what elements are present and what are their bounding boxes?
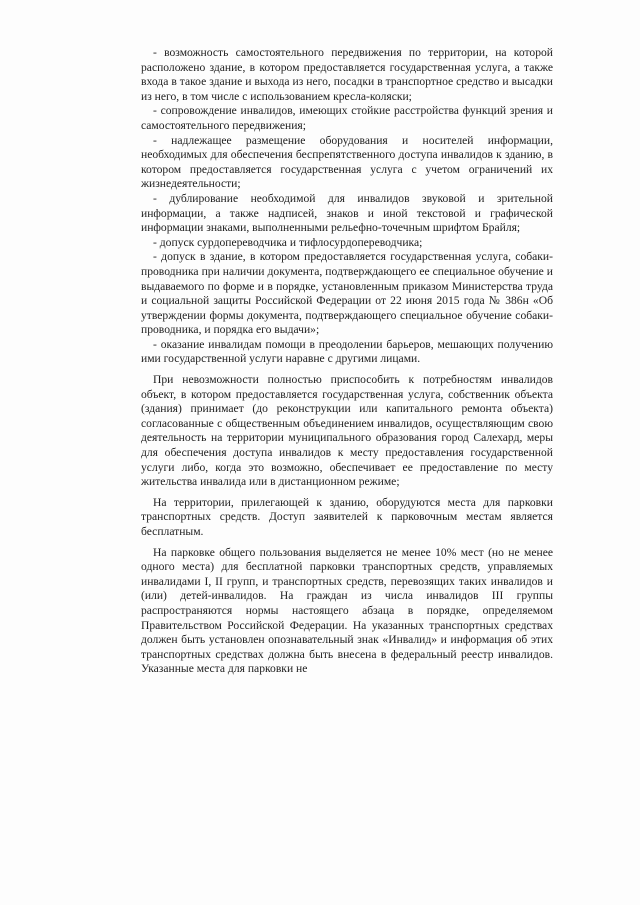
paragraph-escort: - сопровождение инвалидов, имеющих стойкие расстройства функций зрения и самостоятельного передвижения; (141, 104, 553, 132)
paragraph-mobility: - возможность самостоятельного передвижения по территории, на которой расположено здание, в котором предоставляется государственная услуга, а также входа в такое здание и выхода из него, посадки в транспортное средство и высадки из него, в том числе с использованием кресла-коляски; (141, 46, 553, 103)
paragraph-equipment: - надлежащее размещение оборудования и носителей информации, необходимых для обеспечения беспрепятственного доступа инвалидов к зданию, в котором предоставляется государственная услуга с учетом ограничений их жизнедеятельности; (141, 133, 553, 191)
document-body (141, 46, 553, 677)
paragraph-adaptation: При невозможности полностью приспособить к потребностям инвалидов объект, в котором предоставляется государственная услуга, собственник объекта (здания) принимает (до реконструкции или капитального ремонта объекта) согласованные с общественным объединением инвалидов, осуществляющим свою деятельность на территории муниципального образования город Салехард, меры для обеспечения доступа инвалидов к месту предоставления государственной услуги либо, когда это возможно, обеспечивает ее предоставление по месту жительства инвалида или в дистанционном режиме; (141, 373, 553, 489)
paragraph-duplication: - дублирование необходимой для инвалидов звуковой и зрительной информации, а также надписей, знаков и иной текстовой и графической информации знаками, выполненными рельефно-точечным шрифтом Брайля; (141, 191, 553, 235)
paragraph-interpreter: - допуск сурдопереводчика и тифлосурдопереводчика; (153, 235, 423, 249)
paragraph-parking-area: На территории, прилегающей к зданию, оборудуются места для парковки транспортных средств. Доступ заявителей к парковочным местам является бесплатным. (141, 495, 553, 538)
paragraph-assistance: - оказание инвалидам помощи в преодолении барьеров, мешающих получению ими государственной услуги наравне с другими лицами. (141, 337, 553, 366)
paragraph-parking-quota: На парковке общего пользования выделяется не менее 10% мест (но не менее одного места) для бесплатной парковки транспортных средств, управляемых инвалидами I, II групп, и транспортных средств, перевозящих таких инвалидов и (или) детей-инвалидов. На граждан из числа инвалидов III группы распространяются нормы настоящего абзаца в порядке, определяемом Правительством Российской Федерации. На указанных транспортных средствах должен быть установлен опознавательный знак «Инвалид» и информация об этих транспортных средствах должна быть внесена в федеральный реестр инвалидов. Указанные места для парковки не (141, 545, 553, 676)
paragraph-guide-dog: - допуск в здание, в котором предоставляется государственная услуга, собаки-проводника при наличии документа, подтверждающего ее специальное обучение и выдаваемого по форме и в порядке, установленным приказом Министерства труда и социальной защиты Российской Федерации от 22 июня 2015 года № 386н «Об утверждении формы документа, подтверждающего специальное обучение собаки-проводника, и порядка его выдачи»; (141, 250, 553, 337)
